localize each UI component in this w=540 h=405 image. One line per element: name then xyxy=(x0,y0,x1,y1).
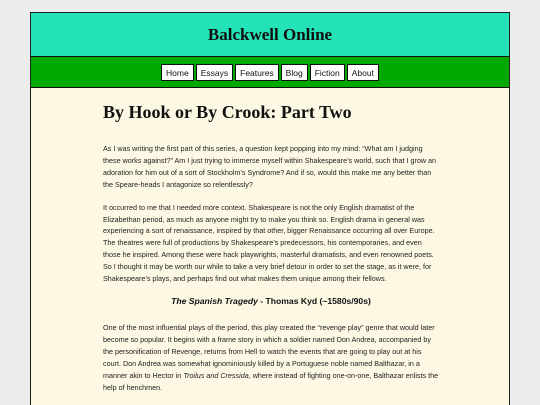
page-container xyxy=(30,12,510,405)
site-header xyxy=(31,13,509,57)
nav-features[interactable]: Features xyxy=(235,64,279,81)
section-heading xyxy=(103,296,439,306)
nav-about[interactable]: About xyxy=(347,64,379,81)
nav-blog[interactable]: Blog xyxy=(281,64,308,81)
nav-fiction[interactable]: Fiction xyxy=(310,64,345,81)
site-title: Balckwell Online xyxy=(207,24,333,44)
nav-essays[interactable]: Essays xyxy=(196,64,233,81)
article-paragraph: It occurred to me that I needed more context. Shakespeare is not the only English dramatist of the Elizabethan period, as much as anyone might try to make you think so. English drama in general was experiencing a sort of renaissance, inspired by that other, bigger Renaissance occurring all over Europe. The theatres were full of productions by Shakespeare’s predecessors, his contemporaries, and even those he inspired. Among these were hack playwrights, masterful dramatists, and even renowned poets. So I thought it may be worth our while to take a very brief detour in order to set the stage, as it were, for Shakespeare’s plays, and perhaps find out what makes them unique among their fellows. xyxy=(103,202,435,284)
nav-bar xyxy=(31,57,509,88)
article-paragraph xyxy=(103,322,439,393)
play-title: The Spanish Tragedy xyxy=(171,295,258,306)
play-reference: Troilus and Cressida xyxy=(183,370,249,380)
paragraph-text: One of the most influential plays of the period, this play created the “revenge play” genre that would later become so popular. It begins with a frame story in which a soldier named Don Andrea, accompanied by the personification of Revenge, returns from Hell to watch the events that are going to play out at his court. Don Andrea was somewhat ignominiously killed by a Portuguese noble named Balthazar, in a manner akin to Hector in xyxy=(103,322,435,380)
article-content xyxy=(103,102,439,404)
article-paragraph: As I was writing the first part of this series, a question kept popping into my mind: “What am I judging these works against?” Am I just trying to immerse myself within Shakespeare’s world, such that I grow an adoration for him out of a sort of Stockholm’s Syndrome? And if so, would this make me any better than the Speare-heads I antagonize so relentlessly? xyxy=(103,144,437,189)
nav-home[interactable]: Home xyxy=(161,64,194,81)
play-byline: - Thomas Kyd (~1580s/90s) xyxy=(257,295,371,306)
paragraph-text: , where instead of fighting one-on-one, Balthazar enlists the help of henchmen. xyxy=(103,370,439,392)
article-title: By Hook or By Crook: Part Two xyxy=(103,102,352,122)
